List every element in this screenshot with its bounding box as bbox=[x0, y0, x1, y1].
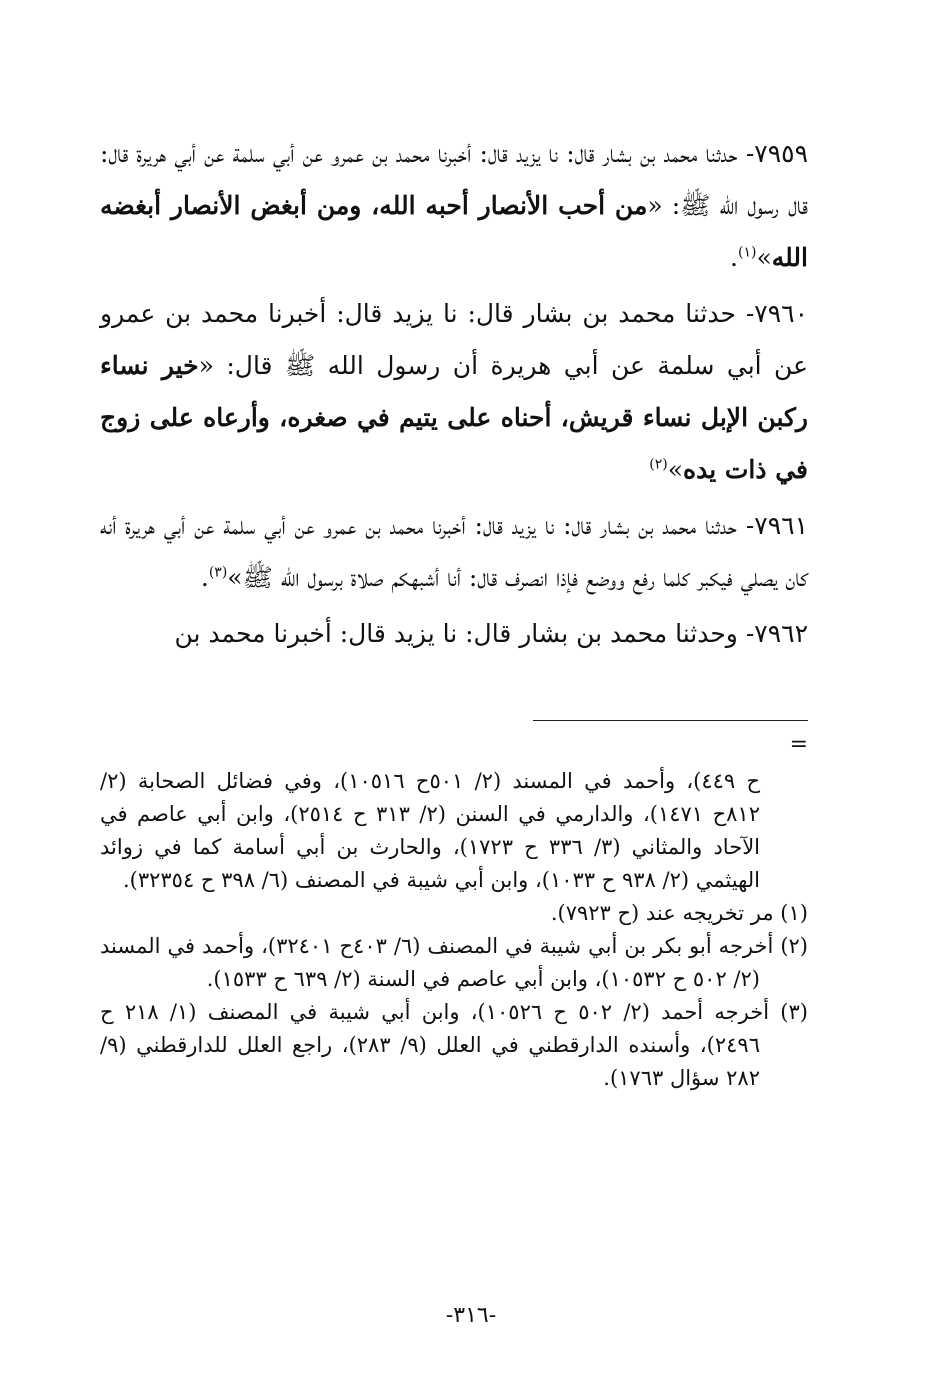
footnote-1: (١) مر تخريجه عند (ح ٧٩٢٣). bbox=[550, 901, 808, 925]
page-body bbox=[100, 128, 809, 1090]
quote-close: » bbox=[756, 243, 772, 272]
hadith-7960 bbox=[100, 288, 808, 496]
quote-close: » bbox=[667, 455, 683, 484]
full-stop: . bbox=[200, 563, 209, 592]
hadith-7961 bbox=[100, 500, 808, 604]
hadith-7959 bbox=[100, 128, 808, 284]
footnote-ref: (٣) bbox=[208, 564, 228, 581]
hadith-text-chain: ٧٩٦٢- وحدثنا محمد بن بشار قال: نا يزيد قال: أخبرنا محمد بن bbox=[174, 619, 808, 648]
footnote-ref: (١) bbox=[737, 244, 757, 261]
hadith-7962 bbox=[100, 608, 808, 660]
full-stop: . bbox=[730, 243, 738, 272]
hadith-text bbox=[100, 128, 808, 660]
hadith-text-chain: ٧٩٦١- حدثنا محمد بن بشار قال: نا يزيد قال: أخبرنا محمد بن عمرو عن أبي سلمة عن أبي هريرة أنه كان يصلي فيكبر كلما رفع ووضع فإذا انصرف قال: أنا أشبهكم صلاة برسول الله ﷺ» bbox=[100, 511, 808, 592]
hadith-text-quote: خير نساء ركبن الإبل نساء قريش، أحناه على يتيم في صغره، وأرعاه على زوج في ذات يده bbox=[100, 351, 808, 484]
hadith-text-chain: ٧٩٥٩- حدثنا محمد بن بشار قال: نا يزيد قال: أخبرنا محمد بن عمرو عن أبي سلمة عن أبي هريرة قال: قال رسول الله ﷺ: « bbox=[100, 139, 809, 220]
footnote-3: (٣) أخرجه أحمد (٢/ ٥٠٢ ح ١٠٥٢٦)، وابن أبي شيبة في المصنف (١/ ٢١٨ ح ٢٤٩٦)، وأسنده الدارقطني في العلل (٩/ ٢٨٣)، راجع العلل للدارقطني (٩/ ٢٨٢ سؤال ١٧٦٣). bbox=[100, 1000, 808, 1090]
footnote-continuation: ح ٤٤٩)، وأحمد في المسند (٢/ ٥٠١ح ١٠٥١٦)، وفي فضائل الصحابة (٢/ ٨١٢ح ١٤٧١)، والدارمي في السنن (٢/ ٣١٣ ح ٢٥١٤)، وابن أبي عاصم في الآحاد والمثاني (٣/ ٣٣٦ ح ١٧٢٣)، والحارث بن أبي أسامة كما في زوائد الهيثمي (٢/ ٩٣٨ ح ١٠٣٣)، وابن أبي شيبة في المصنف (٦/ ٣٩٨ ح ٣٢٣٥٤). bbox=[100, 769, 761, 892]
footnote-separator bbox=[533, 720, 808, 721]
continuation-mark: = bbox=[789, 732, 808, 757]
footnote-ref: (٢) bbox=[649, 456, 668, 473]
footnotes bbox=[100, 765, 808, 1095]
hadith-text-chain: ٧٩٦٠- حدثنا محمد بن بشار قال: نا يزيد قال: أخبرنا محمد بن عمرو عن أبي سلمة عن أبي هريرة أن رسول الله ﷺ قال: « bbox=[100, 299, 808, 380]
hadith-text-quote: من أحب الأنصار أحبه الله، ومن أبغض الأنصار أبغضه الله bbox=[100, 191, 808, 272]
page-number: -٣١٦- bbox=[445, 1303, 497, 1328]
footnote-2: (٢) أخرجه أبو بكر بن أبي شيبة في المصنف (٦/ ٤٠٣ح ٣٢٤٠١)، وأحمد في المسند (٢/ ٥٠٢ ح ١٠٥٣٢)، وابن أبي عاصم في السنة (٢/ ٦٣٩ ح ١٥٣٣). bbox=[100, 934, 808, 991]
